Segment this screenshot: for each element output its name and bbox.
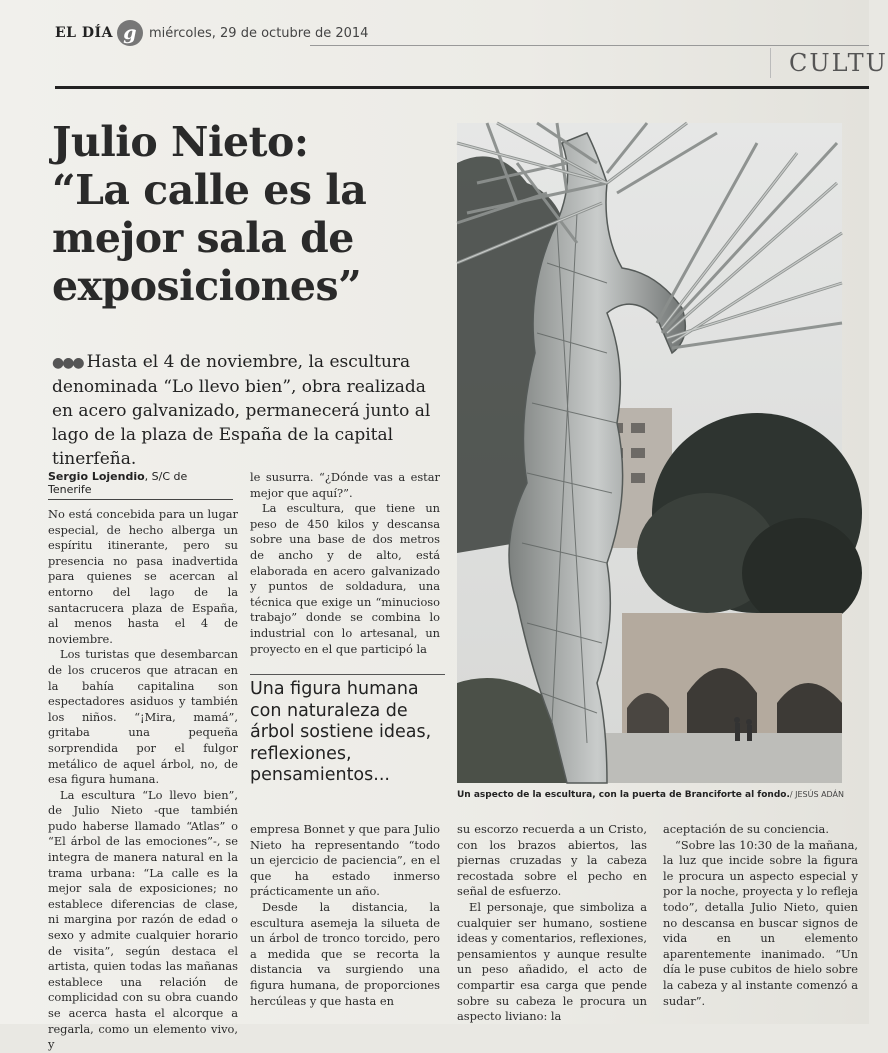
caption-text: Un aspecto de la escultura, con la puerta de Branciforte al fondo. xyxy=(457,790,790,800)
issue-date: miércoles, 29 de octubre de 2014 xyxy=(148,25,369,41)
body-column-2-top xyxy=(250,470,440,657)
body-column-1 xyxy=(48,507,238,1053)
body-paragraph: su escorzo recuerda a un Cristo, con los brazos abiertos, las piernas cruzadas y la cabeza recostada sobre el pecho en señal de esfuerzo. xyxy=(457,822,647,899)
headline-line: “La calle es la xyxy=(52,166,367,214)
photo-caption xyxy=(457,790,857,800)
body-paragraph: Desde la distancia, la escultura asemeja la silueta de un árbol de tronco torcido, pero a medida que se recorta la distancia va surgiendo una figura humana, de proporciones hercúleas y que hasta en xyxy=(250,899,440,1008)
page-header xyxy=(55,20,368,46)
photo-credit: / JESÚS ADÁN xyxy=(789,790,845,799)
body-paragraph: empresa Bonnet y que para Julio Nieto ha representando “todo un ejercicio de paciencia”, en el que ha estado inmerso prácticamente un año. xyxy=(250,822,440,899)
section-label: CULTU xyxy=(770,48,888,78)
newspaper-name: EL DÍA xyxy=(55,25,113,41)
headline-line: exposiciones” xyxy=(52,262,362,310)
body-paragraph: La escultura, que tiene un peso de 450 kilos y descansa sobre una base de dos metros de ancho y de alto, está elaborada en acero galvanizado y puntos de soldadura, una técnica que exige un “minucioso trabajo” donde se combina lo industrial con lo artesanal, un proyecto en el que participó la xyxy=(250,501,440,656)
pull-quote: Una figura humana con naturaleza de árbol sostiene ideas, reflexiones, pensamientos... xyxy=(250,674,445,787)
body-column-3 xyxy=(457,822,647,1025)
body-paragraph: “Sobre las 10:30 de la mañana, la luz que incide sobre la figura le procura un aspecto especial y por la noche, proyecta y lo refleja todo”, detalla Julio Nieto, quien no descansa en buscar signos de vida en un elemento aparentemente inanimado. “Un día le puse cubitos de hielo sobre la cabeza y al instante comenzó a sudar”. xyxy=(663,837,858,1008)
headline xyxy=(52,118,442,310)
sculpture-photo xyxy=(457,123,842,783)
header-divider xyxy=(310,45,869,46)
body-paragraph: La escultura “Lo llevo bien”, de Julio Nieto -que también pudo haberse llamado “Atlas” o “El árbol de las emociones”-, se integra de manera natural en la trama urbana: “La calle es la mejor sala de exposiciones; no establece diferencias de clase, ni margina por razón de edad o sexo y admite cualquier horario de visita”, según destaca el artista, quien todas las mañanas establece una relación de complicidad con su obra cuando se acerca hasta el alcorque a regarla, como un elemento vivo, y xyxy=(48,787,238,1052)
body-paragraph: Los turistas que desembarcan de los cruceros que atracan en la bahía capitalina son espectadores asiduos y también los niños. “¡Mira, mamá”, gritaba una pequeña sorprendida por el fulgor metálico de aquel árbol, no, de esa figura humana. xyxy=(48,647,238,787)
sculpture-photo-illustration xyxy=(457,123,842,783)
headline-line: mejor sala de xyxy=(52,214,354,262)
top-rule xyxy=(55,86,869,89)
bullet-dots-icon: ●●● xyxy=(52,355,83,371)
body-column-2-bottom xyxy=(250,822,440,1009)
g-logo-icon: g xyxy=(117,20,143,46)
lead-paragraph xyxy=(52,350,442,471)
body-paragraph: El personaje, que simboliza a cualquier ser humano, sostiene ideas y comentarios, reflexiones, pensamientos y aunque resulte un peso añadido, el acto de compartir esa carga que pende sobre su cabeza le procura un aspecto liviano: la xyxy=(457,899,647,1024)
body-paragraph: aceptación de su conciencia. xyxy=(663,822,829,836)
lead-text: Hasta el 4 de noviembre, la escultura denominada “Lo llevo bien”, obra realizada en acero galvanizado, permanecerá junto al lago de la plaza de España de la capital tinerfeña. xyxy=(52,352,431,469)
body-paragraph: le susurra. “¿Dónde vas a estar mejor que aquí?”. xyxy=(250,470,440,500)
byline-place: , S/C de Tenerife xyxy=(48,470,188,496)
byline xyxy=(48,470,233,500)
headline-line: Julio Nieto: xyxy=(52,118,309,166)
body-column-4 xyxy=(663,822,858,1009)
body-paragraph: No está concebida para un lugar especial, de hecho alberga un espíritu itinerante, pero su presencia no pasa inadvertida para quienes se acercan al entorno del lago de la santacrucera plaza de España, al menos hasta el 4 de noviembre. xyxy=(48,507,238,646)
byline-author: Sergio Lojendio xyxy=(48,470,145,483)
